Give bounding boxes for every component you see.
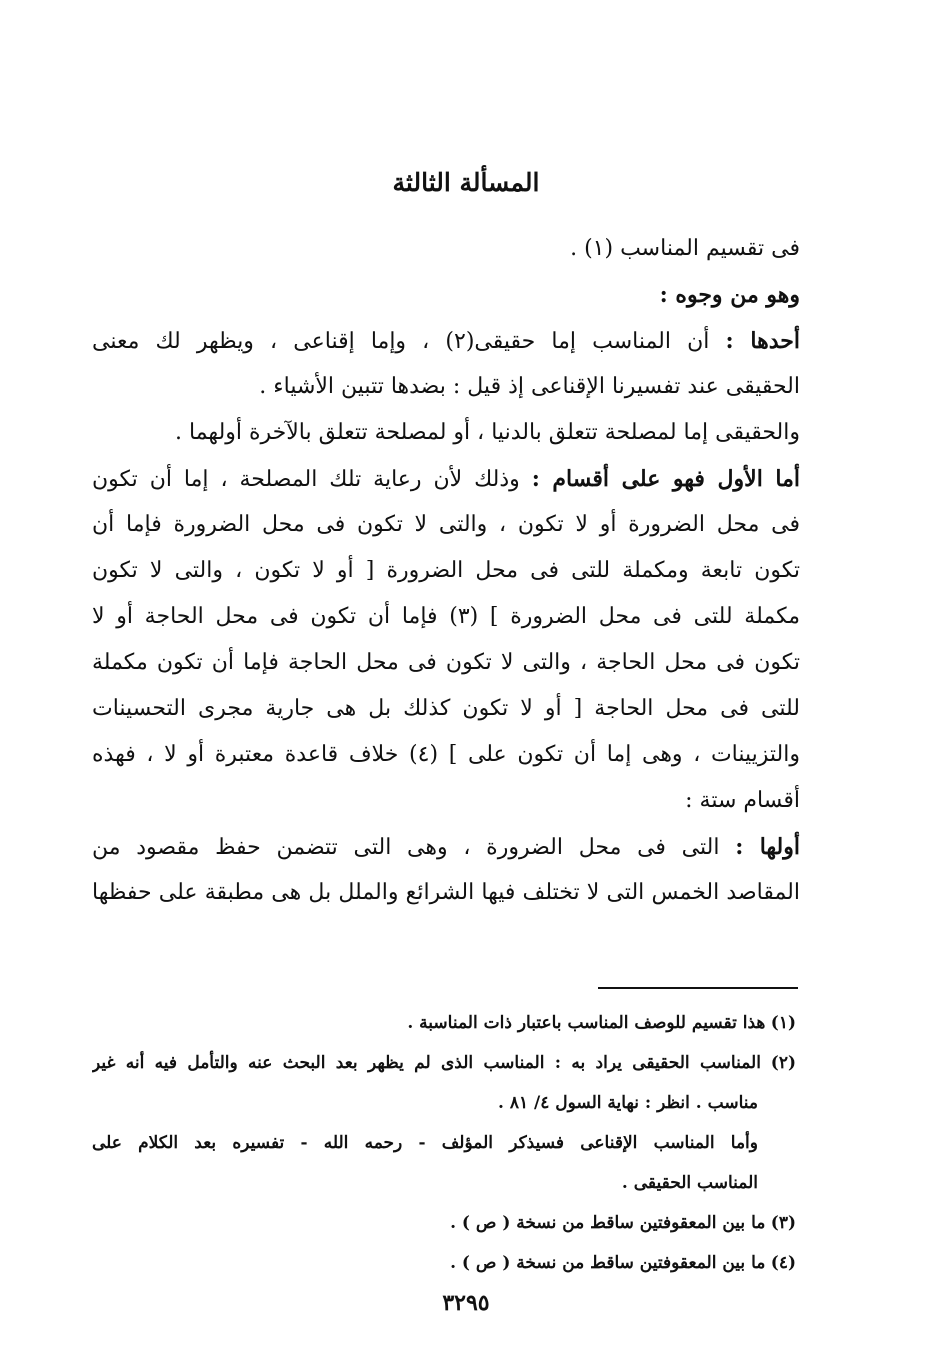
body-line xyxy=(92,318,800,364)
page-number: ٣٢٩٥ xyxy=(442,1290,490,1316)
body-line xyxy=(92,824,800,870)
body-line: فى تقسيم المناسب (١) . xyxy=(570,236,800,261)
body-line: للتى فى محل الحاجة [ أو لا تكون كذلك بل هى جارية مجرى التحسينات xyxy=(92,696,800,721)
body-line: أقسام ستة : xyxy=(685,788,800,813)
body-line: وهو من وجوه : xyxy=(659,282,800,308)
body-line: مكملة للتى فى محل الضرورة ] (٣) فإما أن تكون فى محل الحاجة أو لا xyxy=(92,604,800,629)
line-text: وذلك لأن رعاية تلك المصلحة ، إما أن تكون xyxy=(92,467,532,492)
footnote-text: المناسب الحقيقى يراد به : المناسب الذى لم يظهر بعد البحث عنه والتأمل فيه أنه غير xyxy=(92,1053,761,1073)
lead-phrase: أحدها : xyxy=(725,328,800,354)
footnote-separator xyxy=(598,987,798,989)
footnote-line xyxy=(92,1083,796,1123)
footnote-text: وأما المناسب الإقناعى فسيذكر المؤلف - رحمه الله - تفسيره بعد الكلام على xyxy=(92,1133,758,1153)
footnote-number: (٢) xyxy=(770,1053,796,1073)
footnote-number: (١) xyxy=(770,1013,796,1033)
footnote-line xyxy=(92,1163,796,1203)
body-line: تكون تابعة ومكملة للتى فى محل الضرورة [ أو لا تكون ، والتى لا تكون xyxy=(92,558,800,583)
body-line: والحقيقى إما لمصلحة تتعلق بالدنيا ، أو لمصلحة تتعلق بالآخرة أولهما . xyxy=(175,420,800,445)
body-line: فى محل الضرورة أو لا تكون ، والتى لا تكون فى محل الضرورة فإما أن xyxy=(92,512,800,537)
body-text xyxy=(92,226,800,916)
footnote-text: المناسب الحقيقى . xyxy=(621,1173,758,1193)
body-line: تكون فى محل الحاجة ، والتى لا تكون فى محل الحاجة فإما أن تكون مكملة xyxy=(92,650,800,675)
footnote-line xyxy=(92,1123,796,1163)
line-text: أن المناسب إما حقيقى(٢) ، وإما إقناعى ، ويظهر لك معنى xyxy=(92,329,726,354)
line-text: التى فى محل الضرورة ، وهى التى تتضمن حفظ مقصود من xyxy=(92,835,736,860)
footnote-text: ما بين المعقوفتين ساقط من نسخة ( ص ) . xyxy=(450,1253,766,1273)
footnote-line xyxy=(92,1243,796,1283)
footnote-number: (٣) xyxy=(770,1213,796,1233)
footnote-text: مناسب . انظر : نهاية السول ٤/ ٨١ . xyxy=(497,1093,758,1113)
section-title: المسألة الثالثة xyxy=(392,168,540,197)
body-line: الحقيقى عند تفسيرنا الإقناعى إذ قيل : بضدها تتبين الأشياء . xyxy=(259,374,800,399)
footnote-text: ما بين المعقوفتين ساقط من نسخة ( ص ) . xyxy=(450,1213,766,1233)
footnote-line xyxy=(92,1043,796,1083)
footnote-line xyxy=(92,1203,796,1243)
lead-phrase: أولها : xyxy=(735,834,800,860)
footnote-text: هذا تقسيم للوصف المناسب باعتبار ذات المناسبة . xyxy=(407,1013,766,1033)
lead-phrase: أما الأول فهو على أقسام : xyxy=(531,466,800,492)
body-line: والتزيينات ، وهى إما أن تكون على ] (٤) خلاف قاعدة معتبرة أو لا ، فهذه xyxy=(92,742,800,767)
footnote-number: (٤) xyxy=(770,1253,796,1273)
footnote-line xyxy=(92,1003,796,1043)
body-line xyxy=(92,456,800,502)
footnotes xyxy=(92,1003,796,1283)
body-line: المقاصد الخمس التى لا تختلف فيها الشرائع والملل بل هى مطبقة على حفظها xyxy=(92,880,800,905)
